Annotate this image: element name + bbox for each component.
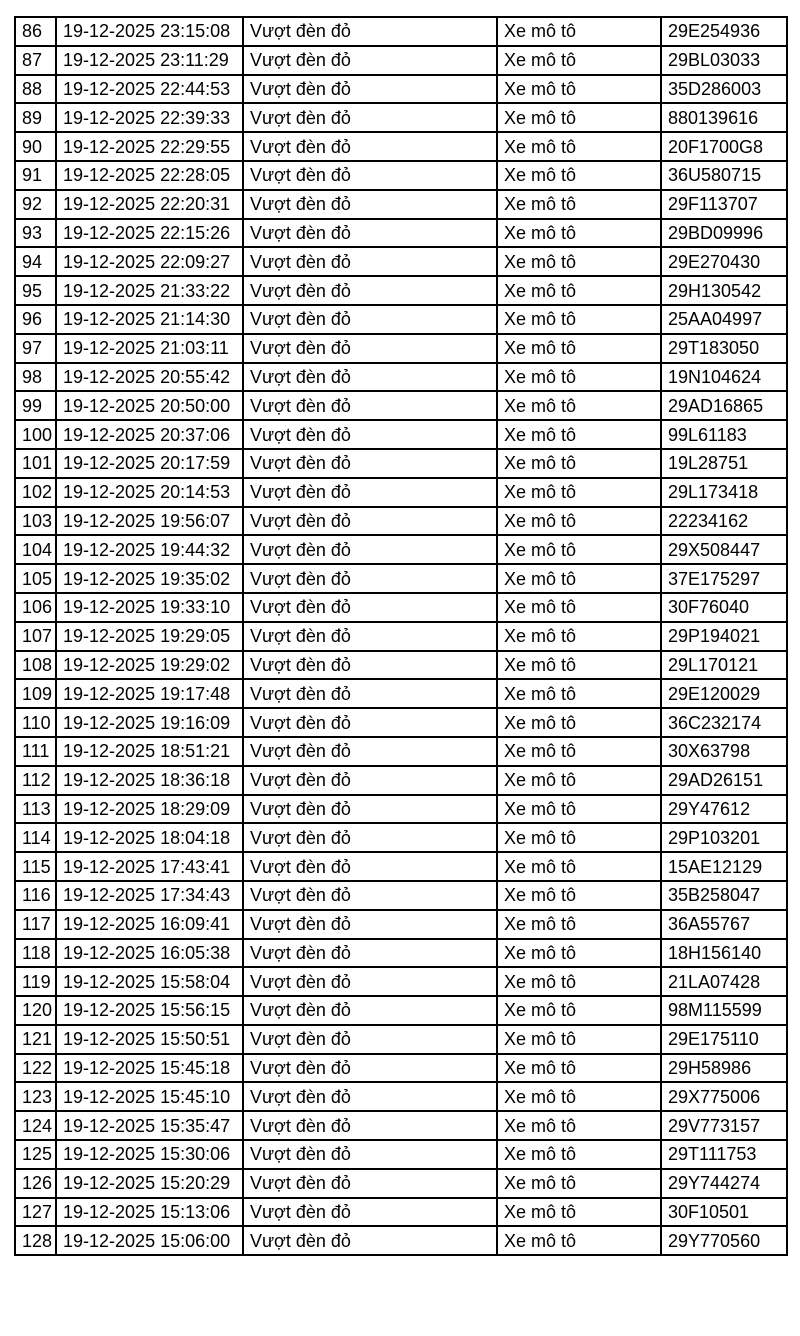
row-number-cell: 89 — [15, 103, 56, 132]
license-plate-cell: 30F76040 — [661, 593, 787, 622]
datetime-cell: 19-12-2025 16:05:38 — [56, 939, 243, 968]
table-row — [15, 190, 787, 219]
violation-type-cell: Vượt đèn đỏ — [243, 276, 497, 305]
license-plate-cell: 36C232174 — [661, 708, 787, 737]
row-number-cell: 96 — [15, 305, 56, 334]
license-plate-cell: 29Y47612 — [661, 795, 787, 824]
datetime-cell: 19-12-2025 19:33:10 — [56, 593, 243, 622]
vehicle-type-cell: Xe mô tô — [497, 363, 661, 392]
violations-table — [14, 16, 788, 1256]
violation-type-cell: Vượt đèn đỏ — [243, 190, 497, 219]
violation-type-cell: Vượt đèn đỏ — [243, 1198, 497, 1227]
table-row — [15, 1054, 787, 1083]
table-row — [15, 1198, 787, 1227]
table-row — [15, 1111, 787, 1140]
row-number-cell: 99 — [15, 391, 56, 420]
vehicle-type-cell: Xe mô tô — [497, 247, 661, 276]
table-row — [15, 17, 787, 46]
table-row — [15, 795, 787, 824]
vehicle-type-cell: Xe mô tô — [497, 881, 661, 910]
vehicle-type-cell: Xe mô tô — [497, 1226, 661, 1255]
violation-type-cell: Vượt đèn đỏ — [243, 1140, 497, 1169]
row-number-cell: 125 — [15, 1140, 56, 1169]
violation-type-cell: Vượt đèn đỏ — [243, 305, 497, 334]
license-plate-cell: 29AD16865 — [661, 391, 787, 420]
vehicle-type-cell: Xe mô tô — [497, 939, 661, 968]
violation-type-cell: Vượt đèn đỏ — [243, 420, 497, 449]
table-row — [15, 1140, 787, 1169]
license-plate-cell: 25AA04997 — [661, 305, 787, 334]
vehicle-type-cell: Xe mô tô — [497, 1082, 661, 1111]
datetime-cell: 19-12-2025 20:50:00 — [56, 391, 243, 420]
datetime-cell: 19-12-2025 19:29:02 — [56, 651, 243, 680]
violation-type-cell: Vượt đèn đỏ — [243, 1025, 497, 1054]
table-row — [15, 881, 787, 910]
datetime-cell: 19-12-2025 22:15:26 — [56, 219, 243, 248]
row-number-cell: 100 — [15, 420, 56, 449]
table-row — [15, 132, 787, 161]
row-number-cell: 123 — [15, 1082, 56, 1111]
row-number-cell: 126 — [15, 1169, 56, 1198]
violation-type-cell: Vượt đèn đỏ — [243, 564, 497, 593]
license-plate-cell: 30F10501 — [661, 1198, 787, 1227]
violation-type-cell: Vượt đèn đỏ — [243, 391, 497, 420]
vehicle-type-cell: Xe mô tô — [497, 1025, 661, 1054]
datetime-cell: 19-12-2025 15:58:04 — [56, 967, 243, 996]
violation-type-cell: Vượt đèn đỏ — [243, 795, 497, 824]
violation-type-cell: Vượt đèn đỏ — [243, 737, 497, 766]
license-plate-cell: 29T183050 — [661, 334, 787, 363]
vehicle-type-cell: Xe mô tô — [497, 103, 661, 132]
datetime-cell: 19-12-2025 18:29:09 — [56, 795, 243, 824]
violation-type-cell: Vượt đèn đỏ — [243, 996, 497, 1025]
vehicle-type-cell: Xe mô tô — [497, 708, 661, 737]
table-row — [15, 939, 787, 968]
row-number-cell: 101 — [15, 449, 56, 478]
datetime-cell: 19-12-2025 21:33:22 — [56, 276, 243, 305]
table-row — [15, 219, 787, 248]
table-row — [15, 651, 787, 680]
datetime-cell: 19-12-2025 22:20:31 — [56, 190, 243, 219]
datetime-cell: 19-12-2025 20:14:53 — [56, 478, 243, 507]
vehicle-type-cell: Xe mô tô — [497, 564, 661, 593]
row-number-cell: 108 — [15, 651, 56, 680]
datetime-cell: 19-12-2025 22:39:33 — [56, 103, 243, 132]
row-number-cell: 117 — [15, 910, 56, 939]
license-plate-cell: 19N104624 — [661, 363, 787, 392]
license-plate-cell: 36A55767 — [661, 910, 787, 939]
datetime-cell: 19-12-2025 19:56:07 — [56, 507, 243, 536]
license-plate-cell: 29V773157 — [661, 1111, 787, 1140]
datetime-cell: 19-12-2025 15:56:15 — [56, 996, 243, 1025]
violation-type-cell: Vượt đèn đỏ — [243, 1054, 497, 1083]
violation-type-cell: Vượt đèn đỏ — [243, 881, 497, 910]
vehicle-type-cell: Xe mô tô — [497, 75, 661, 104]
vehicle-type-cell: Xe mô tô — [497, 1054, 661, 1083]
row-number-cell: 92 — [15, 190, 56, 219]
table-row — [15, 305, 787, 334]
violation-type-cell: Vượt đèn đỏ — [243, 449, 497, 478]
datetime-cell: 19-12-2025 15:30:06 — [56, 1140, 243, 1169]
violation-type-cell: Vượt đèn đỏ — [243, 939, 497, 968]
row-number-cell: 120 — [15, 996, 56, 1025]
vehicle-type-cell: Xe mô tô — [497, 766, 661, 795]
license-plate-cell: 18H156140 — [661, 939, 787, 968]
license-plate-cell: 30X63798 — [661, 737, 787, 766]
violation-type-cell: Vượt đèn đỏ — [243, 967, 497, 996]
violation-type-cell: Vượt đèn đỏ — [243, 363, 497, 392]
datetime-cell: 19-12-2025 23:11:29 — [56, 46, 243, 75]
vehicle-type-cell: Xe mô tô — [497, 1140, 661, 1169]
datetime-cell: 19-12-2025 18:04:18 — [56, 823, 243, 852]
row-number-cell: 105 — [15, 564, 56, 593]
license-plate-cell: 29Y770560 — [661, 1226, 787, 1255]
violation-type-cell: Vượt đèn đỏ — [243, 910, 497, 939]
table-row — [15, 1082, 787, 1111]
vehicle-type-cell: Xe mô tô — [497, 478, 661, 507]
vehicle-type-cell: Xe mô tô — [497, 737, 661, 766]
datetime-cell: 19-12-2025 15:06:00 — [56, 1226, 243, 1255]
vehicle-type-cell: Xe mô tô — [497, 593, 661, 622]
datetime-cell: 19-12-2025 19:44:32 — [56, 535, 243, 564]
row-number-cell: 115 — [15, 852, 56, 881]
datetime-cell: 19-12-2025 15:45:18 — [56, 1054, 243, 1083]
violation-type-cell: Vượt đèn đỏ — [243, 1226, 497, 1255]
license-plate-cell: 29AD26151 — [661, 766, 787, 795]
vehicle-type-cell: Xe mô tô — [497, 219, 661, 248]
datetime-cell: 19-12-2025 20:37:06 — [56, 420, 243, 449]
datetime-cell: 19-12-2025 22:28:05 — [56, 161, 243, 190]
license-plate-cell: 29L173418 — [661, 478, 787, 507]
row-number-cell: 122 — [15, 1054, 56, 1083]
vehicle-type-cell: Xe mô tô — [497, 852, 661, 881]
license-plate-cell: 29H130542 — [661, 276, 787, 305]
violation-type-cell: Vượt đèn đỏ — [243, 708, 497, 737]
datetime-cell: 19-12-2025 19:17:48 — [56, 679, 243, 708]
datetime-cell: 19-12-2025 16:09:41 — [56, 910, 243, 939]
datetime-cell: 19-12-2025 22:29:55 — [56, 132, 243, 161]
violation-type-cell: Vượt đèn đỏ — [243, 852, 497, 881]
violation-type-cell: Vượt đèn đỏ — [243, 17, 497, 46]
vehicle-type-cell: Xe mô tô — [497, 795, 661, 824]
violation-type-cell: Vượt đèn đỏ — [243, 622, 497, 651]
row-number-cell: 88 — [15, 75, 56, 104]
table-row — [15, 391, 787, 420]
license-plate-cell: 29P103201 — [661, 823, 787, 852]
datetime-cell: 19-12-2025 15:20:29 — [56, 1169, 243, 1198]
violation-type-cell: Vượt đèn đỏ — [243, 651, 497, 680]
license-plate-cell: 880139616 — [661, 103, 787, 132]
datetime-cell: 19-12-2025 22:09:27 — [56, 247, 243, 276]
row-number-cell: 90 — [15, 132, 56, 161]
license-plate-cell: 29F113707 — [661, 190, 787, 219]
datetime-cell: 19-12-2025 22:44:53 — [56, 75, 243, 104]
row-number-cell: 112 — [15, 766, 56, 795]
table-row — [15, 967, 787, 996]
vehicle-type-cell: Xe mô tô — [497, 622, 661, 651]
vehicle-type-cell: Xe mô tô — [497, 276, 661, 305]
license-plate-cell: 29E254936 — [661, 17, 787, 46]
vehicle-type-cell: Xe mô tô — [497, 17, 661, 46]
row-number-cell: 86 — [15, 17, 56, 46]
table-row — [15, 334, 787, 363]
table-row — [15, 708, 787, 737]
datetime-cell: 19-12-2025 21:14:30 — [56, 305, 243, 334]
row-number-cell: 98 — [15, 363, 56, 392]
vehicle-type-cell: Xe mô tô — [497, 507, 661, 536]
table-row — [15, 622, 787, 651]
license-plate-cell: 98M115599 — [661, 996, 787, 1025]
vehicle-type-cell: Xe mô tô — [497, 996, 661, 1025]
row-number-cell: 127 — [15, 1198, 56, 1227]
datetime-cell: 19-12-2025 20:17:59 — [56, 449, 243, 478]
datetime-cell: 19-12-2025 20:55:42 — [56, 363, 243, 392]
vehicle-type-cell: Xe mô tô — [497, 46, 661, 75]
vehicle-type-cell: Xe mô tô — [497, 651, 661, 680]
vehicle-type-cell: Xe mô tô — [497, 1198, 661, 1227]
license-plate-cell: 35D286003 — [661, 75, 787, 104]
license-plate-cell: 29P194021 — [661, 622, 787, 651]
datetime-cell: 19-12-2025 17:43:41 — [56, 852, 243, 881]
row-number-cell: 107 — [15, 622, 56, 651]
table-row — [15, 449, 787, 478]
row-number-cell: 116 — [15, 881, 56, 910]
table-row — [15, 46, 787, 75]
vehicle-type-cell: Xe mô tô — [497, 305, 661, 334]
vehicle-type-cell: Xe mô tô — [497, 449, 661, 478]
row-number-cell: 97 — [15, 334, 56, 363]
table-row — [15, 852, 787, 881]
vehicle-type-cell: Xe mô tô — [497, 190, 661, 219]
row-number-cell: 110 — [15, 708, 56, 737]
row-number-cell: 95 — [15, 276, 56, 305]
license-plate-cell: 99L61183 — [661, 420, 787, 449]
violation-type-cell: Vượt đèn đỏ — [243, 1169, 497, 1198]
datetime-cell: 19-12-2025 15:35:47 — [56, 1111, 243, 1140]
violation-type-cell: Vượt đèn đỏ — [243, 766, 497, 795]
table-row — [15, 363, 787, 392]
license-plate-cell: 29H58986 — [661, 1054, 787, 1083]
row-number-cell: 113 — [15, 795, 56, 824]
license-plate-cell: 29BD09996 — [661, 219, 787, 248]
datetime-cell: 19-12-2025 18:51:21 — [56, 737, 243, 766]
license-plate-cell: 35B258047 — [661, 881, 787, 910]
violation-type-cell: Vượt đèn đỏ — [243, 1082, 497, 1111]
vehicle-type-cell: Xe mô tô — [497, 334, 661, 363]
violation-type-cell: Vượt đèn đỏ — [243, 46, 497, 75]
violation-type-cell: Vượt đèn đỏ — [243, 247, 497, 276]
vehicle-type-cell: Xe mô tô — [497, 391, 661, 420]
license-plate-cell: 29X508447 — [661, 535, 787, 564]
vehicle-type-cell: Xe mô tô — [497, 823, 661, 852]
datetime-cell: 19-12-2025 18:36:18 — [56, 766, 243, 795]
row-number-cell: 118 — [15, 939, 56, 968]
violation-type-cell: Vượt đèn đỏ — [243, 507, 497, 536]
row-number-cell: 93 — [15, 219, 56, 248]
violation-type-cell: Vượt đèn đỏ — [243, 161, 497, 190]
violation-type-cell: Vượt đèn đỏ — [243, 535, 497, 564]
license-plate-cell: 29BL03033 — [661, 46, 787, 75]
datetime-cell: 19-12-2025 15:13:06 — [56, 1198, 243, 1227]
violation-type-cell: Vượt đèn đỏ — [243, 593, 497, 622]
datetime-cell: 19-12-2025 19:16:09 — [56, 708, 243, 737]
row-number-cell: 128 — [15, 1226, 56, 1255]
license-plate-cell: 29T111753 — [661, 1140, 787, 1169]
license-plate-cell: 29E120029 — [661, 679, 787, 708]
vehicle-type-cell: Xe mô tô — [497, 161, 661, 190]
license-plate-cell: 22234162 — [661, 507, 787, 536]
vehicle-type-cell: Xe mô tô — [497, 967, 661, 996]
table-row — [15, 1169, 787, 1198]
row-number-cell: 94 — [15, 247, 56, 276]
table-row — [15, 507, 787, 536]
row-number-cell: 103 — [15, 507, 56, 536]
table-row — [15, 679, 787, 708]
table-row — [15, 1025, 787, 1054]
license-plate-cell: 36U580715 — [661, 161, 787, 190]
table-row — [15, 535, 787, 564]
row-number-cell: 106 — [15, 593, 56, 622]
license-plate-cell: 15AE12129 — [661, 852, 787, 881]
table-row — [15, 247, 787, 276]
violation-type-cell: Vượt đèn đỏ — [243, 1111, 497, 1140]
vehicle-type-cell: Xe mô tô — [497, 1111, 661, 1140]
license-plate-cell: 29E270430 — [661, 247, 787, 276]
violation-type-cell: Vượt đèn đỏ — [243, 679, 497, 708]
vehicle-type-cell: Xe mô tô — [497, 535, 661, 564]
datetime-cell: 19-12-2025 15:45:10 — [56, 1082, 243, 1111]
datetime-cell: 19-12-2025 17:34:43 — [56, 881, 243, 910]
violation-type-cell: Vượt đèn đỏ — [243, 103, 497, 132]
license-plate-cell: 20F1700G8 — [661, 132, 787, 161]
license-plate-cell: 29L170121 — [661, 651, 787, 680]
vehicle-type-cell: Xe mô tô — [497, 420, 661, 449]
table-row — [15, 420, 787, 449]
table-row — [15, 103, 787, 132]
row-number-cell: 87 — [15, 46, 56, 75]
vehicle-type-cell: Xe mô tô — [497, 679, 661, 708]
violation-type-cell: Vượt đèn đỏ — [243, 823, 497, 852]
violation-type-cell: Vượt đèn đỏ — [243, 75, 497, 104]
license-plate-cell: 29X775006 — [661, 1082, 787, 1111]
datetime-cell: 19-12-2025 15:50:51 — [56, 1025, 243, 1054]
vehicle-type-cell: Xe mô tô — [497, 132, 661, 161]
table-row — [15, 276, 787, 305]
table-row — [15, 161, 787, 190]
violation-type-cell: Vượt đèn đỏ — [243, 219, 497, 248]
table-row — [15, 996, 787, 1025]
row-number-cell: 111 — [15, 737, 56, 766]
datetime-cell: 19-12-2025 19:29:05 — [56, 622, 243, 651]
license-plate-cell: 19L28751 — [661, 449, 787, 478]
datetime-cell: 19-12-2025 19:35:02 — [56, 564, 243, 593]
table-row — [15, 823, 787, 852]
row-number-cell: 91 — [15, 161, 56, 190]
row-number-cell: 119 — [15, 967, 56, 996]
row-number-cell: 124 — [15, 1111, 56, 1140]
row-number-cell: 104 — [15, 535, 56, 564]
row-number-cell: 114 — [15, 823, 56, 852]
table-row — [15, 910, 787, 939]
vehicle-type-cell: Xe mô tô — [497, 1169, 661, 1198]
license-plate-cell: 29E175110 — [661, 1025, 787, 1054]
table-row — [15, 737, 787, 766]
violation-type-cell: Vượt đèn đỏ — [243, 478, 497, 507]
table-row — [15, 593, 787, 622]
license-plate-cell: 21LA07428 — [661, 967, 787, 996]
datetime-cell: 19-12-2025 21:03:11 — [56, 334, 243, 363]
row-number-cell: 102 — [15, 478, 56, 507]
violation-type-cell: Vượt đèn đỏ — [243, 334, 497, 363]
table-body — [15, 17, 787, 1255]
table-row — [15, 766, 787, 795]
datetime-cell: 19-12-2025 23:15:08 — [56, 17, 243, 46]
license-plate-cell: 37E175297 — [661, 564, 787, 593]
table-row — [15, 564, 787, 593]
table-row — [15, 1226, 787, 1255]
license-plate-cell: 29Y744274 — [661, 1169, 787, 1198]
row-number-cell: 121 — [15, 1025, 56, 1054]
violation-type-cell: Vượt đèn đỏ — [243, 132, 497, 161]
row-number-cell: 109 — [15, 679, 56, 708]
table-row — [15, 75, 787, 104]
vehicle-type-cell: Xe mô tô — [497, 910, 661, 939]
table-row — [15, 478, 787, 507]
